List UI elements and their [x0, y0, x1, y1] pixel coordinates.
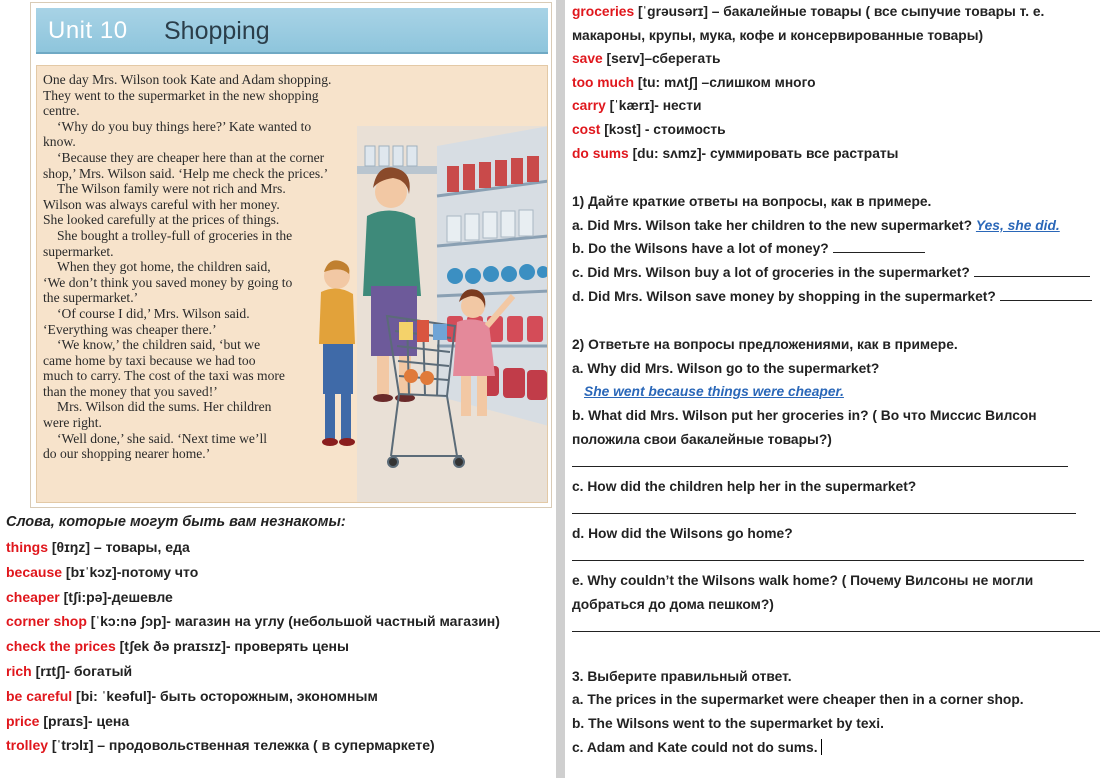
text-cursor — [821, 739, 822, 755]
vocab-definition: [θɪŋz] – товары, еда — [48, 539, 190, 555]
question-text: b. Do the Wilsons have a lot of money? — [572, 241, 833, 257]
book-page-scan — [30, 2, 552, 508]
vocab-definition-continued: макароны, крупы, мука, кофе и консервированные товары) — [572, 27, 984, 43]
exercise-2-question-e-continued: добраться до дома пешком?) — [572, 596, 774, 612]
exercise-1-question-d — [572, 285, 1117, 309]
vocab-term: do sums — [572, 145, 629, 161]
vocab-term: check the prices — [6, 638, 116, 655]
exercise-2-question-a: a. Why did Mrs. Wilson go to the supermarket? — [572, 360, 880, 376]
vocab-term: trolley — [6, 737, 49, 754]
vocab-definition: [seɪv]–сберегать — [602, 51, 721, 67]
question-text: c. Did Mrs. Wilson buy a lot of groceries in the supermarket? — [572, 264, 974, 280]
exercise-3-option-a: a. The prices in the supermarket were cheaper then in a corner shop. — [572, 692, 1024, 708]
vocab-item — [6, 710, 556, 735]
vocab-definition: [tʃek ðə praɪsɪz]- проверять цены — [115, 638, 349, 655]
vocab-term: too much — [572, 74, 635, 90]
vocab-definition: [ˈkærɪ]- нести — [605, 98, 702, 114]
exercise-3-option-b: b. The Wilsons went to the supermarket by texi. — [572, 716, 884, 732]
answer-blank[interactable] — [833, 241, 925, 253]
story-panel — [36, 65, 548, 503]
unit-title: Shopping — [164, 17, 270, 45]
question-text: d. Did Mrs. Wilson save money by shopping in the supermarket? — [572, 288, 1000, 304]
vocab-term: save — [572, 51, 603, 67]
story-paragraph: When they got home, the children said, ‘We don’t think you saved money by going to the supermarket.’ — [43, 259, 293, 306]
answer-blank[interactable] — [572, 455, 1068, 467]
vocab-item — [572, 47, 1117, 71]
answer-line — [572, 451, 1117, 475]
vocab-definition: [ˈgrəusərɪ] – бакалейные товары ( все сыпучие товары т. е. — [634, 4, 1045, 19]
exercise-1-title: 1) Дайте краткие ответы на вопросы, как в примере. — [572, 194, 932, 210]
story-paragraph: ‘Well done,’ she said. ‘Next time we’ll do our shopping nearer home.’ — [43, 430, 268, 462]
vocab-title: Слова, которые могут быть вам незнакомы: — [6, 514, 346, 530]
vocab-item — [572, 71, 1117, 95]
vocab-term: rich — [6, 662, 32, 679]
exercise-2-question-b: b. What did Mrs. Wilson put her groceries in? ( Во что Миссис Вилсон — [572, 407, 1037, 423]
vocab-term: things — [6, 539, 48, 555]
exercise-3-title: 3. Выберите правильный ответ. — [572, 668, 792, 684]
exercise-3-option-c — [572, 736, 1117, 760]
story-paragraph: ‘Of course I did,’ Mrs. Wilson said. ‘Everything was cheaper there.’ — [43, 305, 250, 337]
vocab-definition: [ˈkɔ:nə ʃɔp]- магазин на углу (небольшой частный магазин) — [86, 613, 500, 630]
vocab-definition: [tu: mʌtʃ] –слишком много — [634, 74, 816, 90]
story-paragraph: The Wilson family were not rich and Mrs. Wilson was always careful with her money. She looked carefully at the prices of things. — [43, 181, 286, 228]
story-paragraph: ‘Because they are cheaper here than at the corner shop,’ Mrs. Wilson said. ‘Help me check the prices.’ — [43, 149, 329, 181]
exercise-2-question-c: c. How did the children help her in the supermarket? — [572, 478, 917, 494]
exercise-1-question-c — [572, 261, 1117, 285]
exercise-1-question-a — [572, 214, 1117, 238]
story-paragraph: ‘We know,’ the children said, ‘but we came home by taxi because we had too much to carry. The cost of the taxi was more than the money that you saved!’ — [43, 337, 285, 399]
vocab-list-left — [6, 512, 556, 759]
vocab-item — [572, 142, 1117, 166]
vocab-definition: [tʃi:pə]-дешевле — [59, 588, 173, 605]
vocab-term: because — [6, 563, 63, 580]
vocab-item — [6, 635, 556, 660]
vocab-term: cheaper — [6, 588, 60, 605]
exercise-2-question-e: e. Why couldn’t the Wilsons walk home? ( Почему Вилсоны не могли — [572, 573, 1034, 589]
vocab-term: be careful — [6, 687, 73, 704]
vocab-term: cost — [572, 121, 601, 137]
story-paragraph: Mrs. Wilson did the sums. Her children were right. — [43, 399, 272, 431]
question-text: a. Did Mrs. Wilson take her children to the new supermarket? — [572, 217, 973, 233]
vocab-definition: [kɔst] - стоимость — [600, 121, 726, 137]
vocab-definition: [praɪs]- цена — [39, 712, 130, 729]
vocab-term: carry — [572, 98, 606, 114]
answer-line — [572, 498, 1117, 522]
shelf-unit — [437, 126, 548, 426]
answer-blank[interactable] — [572, 502, 1076, 514]
vocab-definition: [bi: ˈkeəful]- быть осторожным, экономным — [72, 687, 378, 704]
answer-blank[interactable] — [974, 265, 1090, 277]
vocab-item — [572, 118, 1117, 142]
vocab-definition: [ˈtrɔlɪ] – продовольственная тележка ( в супермаркете) — [48, 737, 435, 754]
exercise-2-example-answer — [572, 380, 1117, 404]
story-paragraph: She bought a trolley-full of groceries in the supermarket. — [43, 227, 293, 259]
exercise-1-question-b — [572, 237, 1117, 261]
example-answer: She went because things were cheaper. — [584, 384, 844, 400]
vocab-item — [6, 561, 556, 586]
story-text — [43, 72, 343, 462]
vocab-item — [6, 660, 556, 685]
vocab-item — [6, 586, 556, 611]
answer-line — [572, 545, 1117, 569]
vocab-item — [6, 610, 556, 635]
exercise-2-question-d: d. How did the Wilsons go home? — [572, 525, 793, 541]
answer-blank[interactable] — [1000, 289, 1092, 301]
story-paragraph: ‘Why do you buy things here?’ Kate wanted to know. — [43, 118, 312, 150]
column-divider — [556, 0, 565, 778]
story-paragraph: One day Mrs. Wilson took Kate and Adam shopping. They went to the supermarket in the new shopping centre. — [43, 72, 332, 119]
vocab-item — [6, 685, 556, 710]
exercise-column — [572, 0, 1117, 759]
vocab-item — [572, 0, 1117, 24]
answer-blank[interactable] — [572, 549, 1084, 561]
vocab-item — [6, 734, 556, 759]
exercise-2-title: 2) Ответьте на вопросы предложениями, как в примере. — [572, 337, 958, 353]
vocab-term: corner shop — [6, 613, 87, 630]
vocab-term: groceries — [572, 4, 635, 19]
answer-line — [572, 616, 1117, 640]
option-text: c. Adam and Kate could not do sums. — [572, 739, 818, 755]
vocab-definition: [bɪˈkɔz]-потому что — [62, 563, 199, 580]
example-answer: Yes, she did. — [975, 217, 1060, 233]
vocab-term: price — [6, 712, 40, 729]
unit-number: Unit 10 — [48, 17, 128, 44]
vocab-definition: [rɪtʃ]- богатый — [31, 662, 133, 679]
vocab-item — [6, 536, 556, 561]
vocab-item — [572, 94, 1117, 118]
unit-banner — [36, 8, 548, 54]
exercise-2-question-b-continued: положила свои бакалейные товары?) — [572, 431, 832, 447]
vocab-definition: [du: sʌmz]- суммировать все растраты — [628, 145, 899, 161]
answer-blank[interactable] — [572, 620, 1100, 632]
